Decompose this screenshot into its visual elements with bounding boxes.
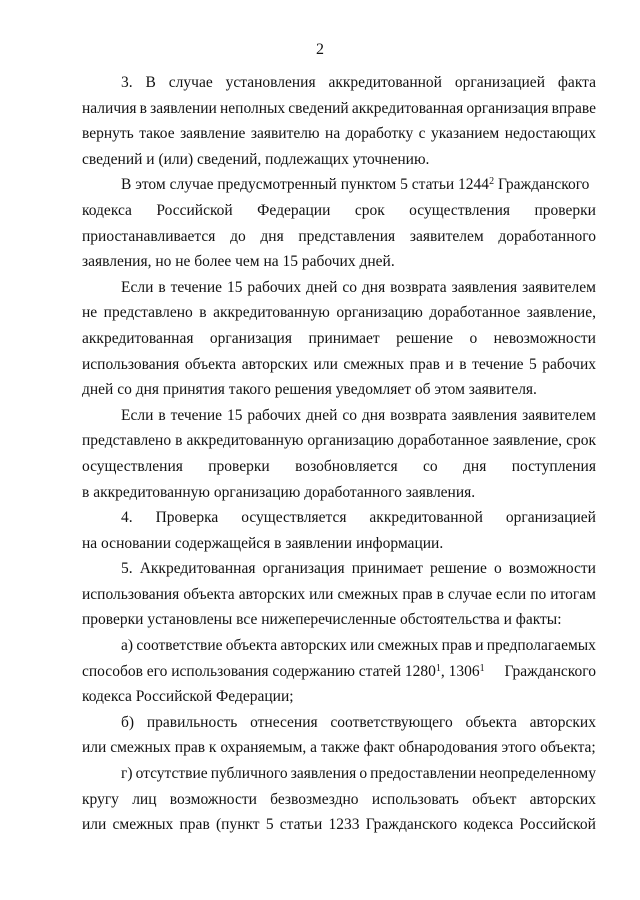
text-line <box>82 96 596 122</box>
word: не <box>82 304 98 322</box>
word: срок <box>566 432 596 450</box>
word: авторских <box>241 355 309 373</box>
word: о <box>359 765 368 783</box>
word: в <box>158 406 166 424</box>
word: публичного <box>210 765 288 783</box>
word: или <box>309 585 334 603</box>
word: смежных <box>337 585 399 603</box>
word: в <box>459 355 467 373</box>
word: в <box>199 304 207 322</box>
word: заявлении <box>150 99 217 117</box>
word: использования <box>82 585 180 603</box>
word: авторских <box>238 585 306 603</box>
word: отнесения <box>250 713 318 731</box>
word: в <box>175 432 183 450</box>
word: в <box>158 278 166 296</box>
word: смежных <box>343 355 405 373</box>
word: смежных <box>112 816 174 834</box>
word: прав <box>402 585 433 603</box>
word: предполагаемых <box>486 637 596 655</box>
word: поступления <box>511 457 596 475</box>
word: неполных <box>219 99 286 117</box>
word: или <box>350 637 375 655</box>
text-line: заявления, но не более чем на 15 рабочих дней. <box>82 253 395 271</box>
word: заявления <box>451 406 518 424</box>
word: представлено <box>82 432 172 450</box>
word: указанием <box>431 125 500 143</box>
text-line <box>82 633 596 659</box>
word: заявителю <box>250 125 320 143</box>
word: Гражданского <box>365 816 458 834</box>
word: использования <box>82 355 180 373</box>
paragraph-5 <box>82 556 596 633</box>
superscript: 2 <box>489 176 495 188</box>
word: г) <box>121 765 133 783</box>
word: течение <box>170 406 223 424</box>
text-line <box>82 70 596 96</box>
word: неопределенному <box>479 765 596 783</box>
item-b <box>82 710 596 761</box>
word: принимает <box>351 560 423 578</box>
word: по <box>530 585 547 603</box>
word: доработку <box>345 125 414 143</box>
text-line <box>82 326 596 352</box>
word: кодекса <box>463 816 514 834</box>
word: объекта <box>465 713 517 731</box>
word: представлено <box>103 304 193 322</box>
word: рабочих <box>542 355 596 373</box>
word: организация <box>209 329 292 347</box>
word: решение <box>429 560 487 578</box>
word: сведений <box>288 99 349 117</box>
word: или <box>313 355 338 373</box>
word: факта <box>557 74 596 91</box>
word: вернуть <box>82 125 134 143</box>
text-line <box>82 761 596 787</box>
word: принимает <box>308 329 380 347</box>
word: правильность <box>146 713 238 731</box>
word: доработанного <box>498 227 596 245</box>
text-line <box>82 556 596 582</box>
text-segment <box>82 659 485 685</box>
word: предоставлении <box>370 765 477 783</box>
word: соответствующего <box>330 713 453 731</box>
text-segment: , 1306 <box>440 662 480 680</box>
text-line: на основании содержащейся в заявлении информации. <box>82 534 444 552</box>
word: прав <box>409 355 440 373</box>
word: итогам <box>550 585 596 603</box>
word: или <box>82 816 107 834</box>
word: дней <box>306 406 338 424</box>
text-line <box>82 582 596 608</box>
page-number: 2 <box>316 41 324 58</box>
word: Если <box>121 406 154 424</box>
text-line: или смежных прав к охраняемым, а также факт обнародования этого объекта; <box>82 739 596 757</box>
word: решение <box>396 329 453 347</box>
word: возврата <box>390 278 447 296</box>
word: кругу <box>82 790 119 808</box>
text-line: в аккредитованную организацию доработанного заявления. <box>82 483 476 501</box>
word: заявления <box>451 278 518 296</box>
text-line: кодекса Российской Федерации; <box>82 688 294 706</box>
word: (пункт <box>215 816 260 834</box>
word: со <box>342 406 357 424</box>
word: заявление <box>180 125 246 143</box>
word: такое <box>139 125 175 143</box>
word: рабочих <box>247 406 302 424</box>
word: дней <box>306 278 338 296</box>
word: приостанавливается <box>82 227 216 245</box>
word: а) <box>121 637 134 655</box>
word: и <box>475 637 484 655</box>
word: организацией <box>505 509 596 527</box>
word: установления <box>225 74 316 91</box>
word: срок <box>354 201 385 219</box>
word: аккредитованную <box>186 432 304 450</box>
word: о <box>469 329 478 347</box>
word: Российской <box>156 201 233 219</box>
text-line <box>82 659 596 685</box>
word: отсутствие <box>135 765 208 783</box>
word: безвозмездно <box>270 790 359 808</box>
word: невозможности <box>493 329 596 347</box>
word: дня <box>463 457 487 475</box>
word: 4. <box>121 509 133 527</box>
word: представления <box>298 227 396 245</box>
word: организацию <box>307 432 394 450</box>
text-line <box>82 275 596 301</box>
word: аккредитованную <box>213 304 330 322</box>
word: рабочих <box>247 278 302 296</box>
superscript: 1 <box>435 662 441 674</box>
word: авторских <box>529 713 596 731</box>
word: проверки <box>208 457 270 475</box>
word: организация <box>262 560 345 578</box>
word: прав <box>441 637 472 655</box>
word: недостающих <box>504 125 596 143</box>
word: вправе <box>551 99 596 117</box>
document-body <box>82 70 596 838</box>
word: лиц <box>132 790 157 808</box>
word: доработанное <box>397 432 489 450</box>
item-a <box>82 633 596 710</box>
word: статьи <box>279 816 323 834</box>
word: объекта <box>184 355 237 373</box>
word: заявителем <box>522 278 596 296</box>
word: осуществления <box>409 201 511 219</box>
word: организацию <box>336 304 423 322</box>
word: использовать <box>371 790 459 808</box>
text-line <box>82 172 596 198</box>
word: со <box>342 278 357 296</box>
word: в <box>436 585 444 603</box>
word: дня <box>361 406 386 424</box>
word: дня <box>361 278 386 296</box>
word: В <box>145 74 156 91</box>
text-segment: В этом случае предусмотренный пунктом 5 статьи 1244 <box>121 176 490 194</box>
paragraph-3-not-submitted <box>82 275 596 403</box>
word: объекта <box>225 637 278 655</box>
word: аккредитованная <box>351 99 464 117</box>
paragraph-3 <box>82 70 596 172</box>
word: заявления <box>290 765 357 783</box>
word: Проверка <box>155 509 219 527</box>
word: 15 <box>226 278 243 296</box>
text-line <box>82 403 596 429</box>
word: о <box>493 560 502 578</box>
word: Если <box>121 278 154 296</box>
word: авторских <box>529 790 596 808</box>
word: течение <box>472 355 524 373</box>
text-line <box>82 198 596 224</box>
text-segment: Гражданского <box>494 176 590 194</box>
word: наличия <box>82 99 137 117</box>
text-line <box>82 787 596 813</box>
word: возврата <box>390 406 447 424</box>
text-line <box>82 352 596 378</box>
word: возобновляется <box>295 457 398 475</box>
text-line <box>82 812 596 838</box>
word: заявление, <box>526 304 596 322</box>
paragraph-4 <box>82 505 596 556</box>
word: Федерации <box>257 201 331 219</box>
word: если <box>495 585 527 603</box>
word: осуществления <box>82 457 183 475</box>
word: б) <box>121 713 135 731</box>
text-line: сведений и (или) сведений, подлежащих уточнению. <box>82 150 430 168</box>
word: заявление, <box>492 432 563 450</box>
text-line: дней со дня принятия такого решения уведомляет об этом заявителя. <box>82 381 537 399</box>
text-line <box>82 428 596 454</box>
word: доработанное <box>429 304 521 322</box>
word: дня <box>260 227 284 245</box>
word: 5 <box>265 816 274 834</box>
word: аккредитованная <box>82 329 194 347</box>
word: объекта <box>183 585 235 603</box>
word: прав <box>179 816 210 834</box>
word: Российской <box>519 816 596 834</box>
word: возможности <box>508 560 596 578</box>
text-line: проверки установлены все нижеперечисленные обстоятельства и факты: <box>82 611 562 629</box>
text-line <box>82 224 596 250</box>
word: осуществляется <box>241 509 347 527</box>
text-line <box>82 710 596 736</box>
word: 3. <box>121 74 133 91</box>
text-line <box>82 505 596 531</box>
word: со <box>423 457 438 475</box>
word: аккредитованной <box>328 74 442 91</box>
text-segment: Гражданского <box>504 662 596 680</box>
word: и <box>445 355 454 373</box>
word: 5 <box>529 355 537 373</box>
word: соответствие <box>136 637 223 655</box>
word: на <box>325 125 341 143</box>
text-line <box>82 454 596 480</box>
word: в <box>139 99 147 117</box>
word: организацией <box>454 74 545 91</box>
word: с <box>418 125 426 143</box>
word: до <box>230 227 246 245</box>
word: организация <box>466 99 549 117</box>
word: случае <box>168 74 213 91</box>
text-line <box>82 300 596 326</box>
item-g <box>82 761 596 838</box>
word: течение <box>170 278 223 296</box>
word: заявителем <box>522 406 596 424</box>
word: возможности <box>169 790 257 808</box>
word: смежных <box>377 637 439 655</box>
word: кодекса <box>82 201 132 219</box>
word: проверки <box>534 201 596 219</box>
text-line <box>82 121 596 147</box>
word: случае <box>447 585 492 603</box>
text-segment: способов его использования содержанию статей 1280 <box>82 662 436 680</box>
paragraph-3-submitted <box>82 403 596 505</box>
superscript: 1 <box>479 662 485 674</box>
word: заявителем <box>409 227 484 245</box>
word: 1233 <box>328 816 360 834</box>
word: объект <box>472 790 517 808</box>
paragraph-3-suspension <box>82 172 596 274</box>
word: аккредитованной <box>369 509 483 527</box>
word: 5. <box>121 560 133 578</box>
word: 15 <box>226 406 243 424</box>
word: Аккредитованная <box>139 560 256 578</box>
word: авторских <box>280 637 347 655</box>
